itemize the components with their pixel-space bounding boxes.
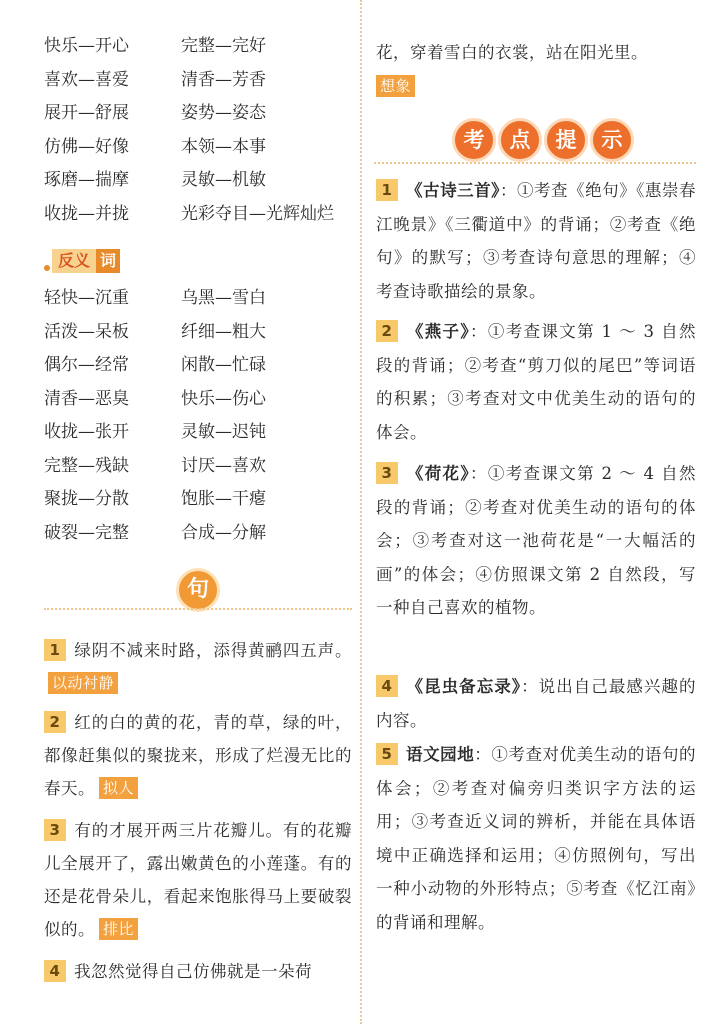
list-item: 偶尔—经常 闲散—忙碌 xyxy=(44,355,266,375)
list-item: 破裂—完整 合成—分解 xyxy=(44,522,266,543)
rhetoric-tag: 拟人 xyxy=(99,777,138,799)
section-divider xyxy=(374,162,696,164)
antonym-heading: 反义 词 xyxy=(44,248,120,274)
exam-point: 2 《燕子》：①考查课文第 1 ～ 3 自然段的背诵；②考查“剪刀似的尾巴”等词语的积累；③考查对文中优美生动的语句的体会。 xyxy=(376,322,697,442)
exam-point: 5 语文园地：①考查对优美生动的语句的体会；②考查对偏旁归类识字方法的运用；③考查近义词的辨析，并能在具体语境中正确选择和运用；④仿照例句，写出一种小动物的外形特点；⑤考查《忆江南》的背诵和理解。 xyxy=(376,745,697,932)
sentence-item: 2 红的白的黄的花，青的草，绿的叶，都像赶集似的聚拢来，形成了烂漫无比的春天。 拟人 xyxy=(44,713,352,798)
list-item: 轻快—沉重 乌黑—雪白 xyxy=(44,288,266,308)
list-item: 琢磨—揣摩 灵敏—机敏 xyxy=(44,170,266,190)
synonym-list xyxy=(44,30,354,231)
section-title: 考 点 提 示 xyxy=(452,118,634,164)
right-column xyxy=(362,0,713,1024)
list-item: 收拢—张开 灵敏—迟钝 xyxy=(44,422,266,442)
sentence-item: 1 绿阴不减来时路，添得黄鹂四五声。以动衬静 xyxy=(44,634,352,700)
list-item: 活泼—呆板 纤细—粗大 xyxy=(44,321,266,342)
list-item: 快乐—开心 完整—完好 xyxy=(44,36,266,56)
exam-point: 3 《荷花》：①考查课文第 2 ～ 4 自然段的背诵；②考查对优美生动的语句的体会；③考查对这一池荷花是“一大幅活的画”的体会；④仿照课文第 2 自然段，写一种自己喜欢的植物。 xyxy=(376,464,697,618)
list-item: 仿佛—好像 本领—本事 xyxy=(44,136,266,157)
sentence-continuation: 花，穿着雪白的衣裳，站在阳光里。 想象 xyxy=(376,43,648,95)
antonym-list xyxy=(44,282,354,550)
section-divider xyxy=(44,608,352,610)
exam-point: 1 《古诗三首》：①考查《绝句》《惠崇春江晚景》《三衢道中》的背诵；②考查《绝句》的默写；③考查诗句意思的理解；④考查诗歌描绘的景象。 xyxy=(376,181,697,301)
list-item: 喜欢—喜爱 清香—芳香 xyxy=(44,69,266,90)
list-item: 完整—残缺 讨厌—喜欢 xyxy=(44,455,266,476)
list-item: 聚拢—分散 饱胀—干瘪 xyxy=(44,489,266,509)
rhetoric-tag: 想象 xyxy=(376,75,415,97)
sentence-item: 4 我忽然觉得自己仿佛就是一朵荷 xyxy=(44,955,352,988)
dot-icon xyxy=(44,265,50,271)
exam-point: 4 《昆虫备忘录》：说出自己最感兴趣的内容。 xyxy=(376,677,697,730)
list-item: 收拢—并拢 光彩夺目—光辉灿烂 xyxy=(44,203,334,224)
sentence-section-badge: 句 xyxy=(176,568,220,612)
list-item: 清香—恶臭 快乐—伤心 xyxy=(44,388,266,409)
sentence-item: 3 有的才展开两三片花瓣儿。有的花瓣儿全展开了，露出嫩黄色的小莲蓬。有的还是花骨朵儿，看起来饱胀得马上要破裂似的。 排比 xyxy=(44,821,352,939)
rhetoric-tag: 排比 xyxy=(99,918,138,940)
list-item: 展开—舒展 姿势—姿态 xyxy=(44,103,266,123)
rhetoric-tag: 以动衬静 xyxy=(48,672,118,694)
